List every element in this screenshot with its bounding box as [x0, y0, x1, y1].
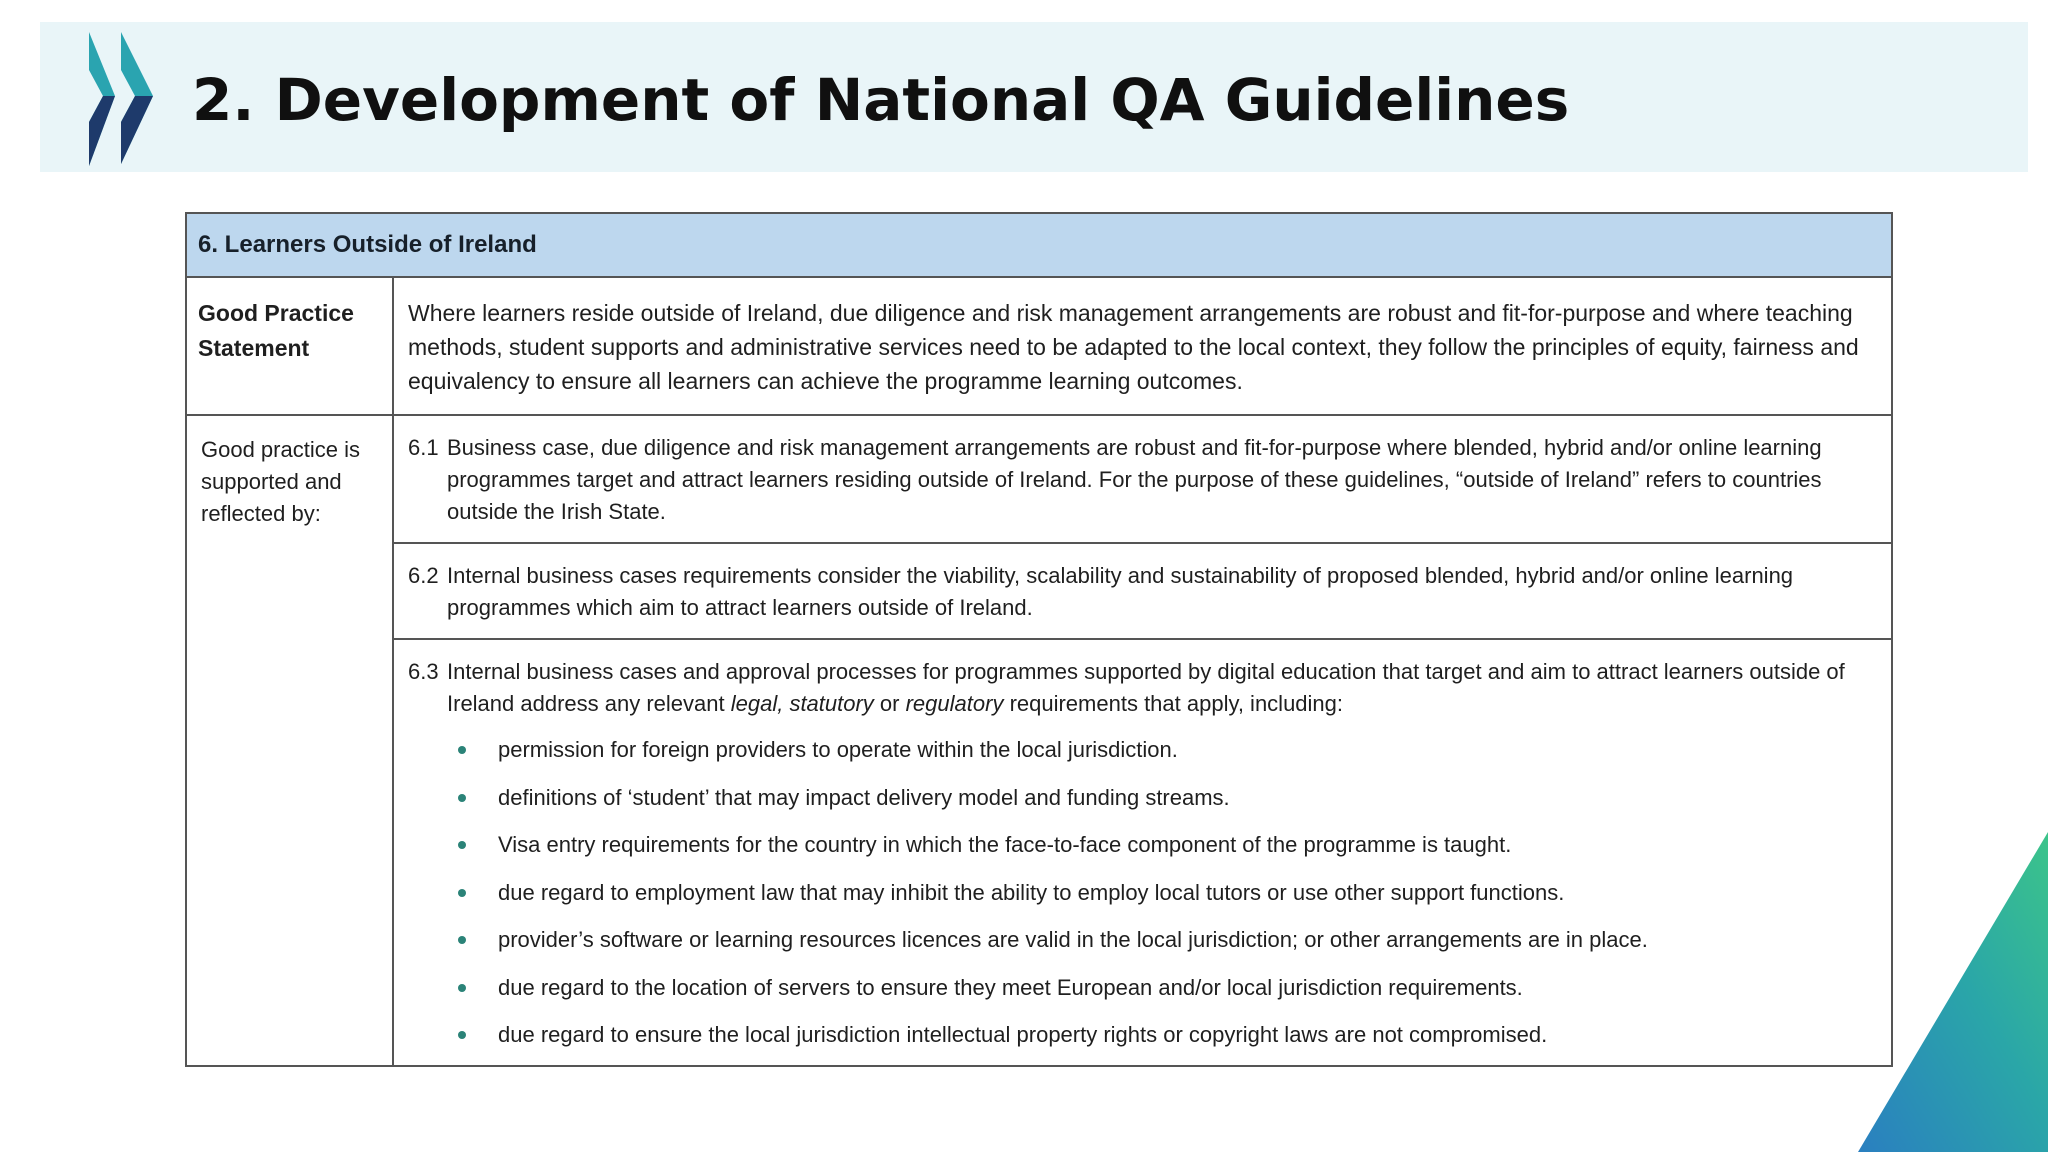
list-item	[408, 972, 1877, 1004]
statement-text: Where learners reside outside of Ireland, due diligence and risk management arrangements are robust and fit-for-purpose and where teaching methods, student supports and administrative services need to be adapted to the local context, they follow the principles of equity, fairness and equivalency to ensure all learners can achieve the programme learning outcomes.	[393, 277, 1892, 415]
bullet-icon	[458, 794, 466, 802]
bullet-icon	[458, 936, 466, 944]
item-paragraph	[408, 560, 1877, 624]
item-text: requirements that apply, including:	[1003, 691, 1344, 716]
list-item-text: due regard to ensure the local jurisdiction intellectual property rights or copyright laws are not compromised.	[498, 1022, 1548, 1047]
bullet-icon	[458, 889, 466, 897]
practice-item	[393, 639, 1892, 1066]
list-item-text: provider’s software or learning resources licences are valid in the local jurisdiction; or other arrangements are in place.	[498, 927, 1648, 952]
item-text: Internal business cases requirements consider the viability, scalability and sustainability of proposed blended, hybrid and/or online learning programmes which aim to attract learners outside of Ireland.	[447, 563, 1794, 620]
chevrons-logo-icon	[87, 30, 157, 166]
practice-item	[393, 543, 1892, 639]
corner-triangle-decoration	[1858, 832, 2048, 1152]
item-text-italic: legal, statutory	[730, 691, 874, 716]
list-item	[408, 829, 1877, 861]
statement-label: Good Practice Statement	[198, 300, 354, 361]
practice-item	[393, 415, 1892, 543]
list-item-text: Visa entry requirements for the country in which the face-to-face component of the programme is taught.	[498, 832, 1512, 857]
bullet-icon	[458, 1031, 466, 1039]
list-item	[408, 877, 1877, 909]
page-title: 2. Development of National QA Guidelines	[192, 66, 1570, 134]
item-paragraph	[408, 656, 1877, 720]
item-number: 6.1	[408, 435, 439, 460]
item-number: 6.3	[408, 659, 439, 684]
list-item-text: due regard to the location of servers to ensure they meet European and/or local jurisdiction requirements.	[498, 974, 1523, 1000]
section-title: 6. Learners Outside of Ireland	[186, 213, 1892, 277]
qa-guidelines-table	[185, 212, 1893, 1067]
list-item	[408, 1019, 1877, 1051]
item-text: Internal business cases and approval processes for programmes supported by digital education that target and aim to attract learners outside of Ireland address any relevant	[447, 659, 1845, 716]
list-item	[408, 734, 1877, 766]
requirements-list	[408, 734, 1877, 1051]
bullet-icon	[458, 841, 466, 849]
support-label: Good practice is supported and reflected by:	[186, 415, 393, 1066]
list-item-text: permission for foreign providers to operate within the local jurisdiction.	[498, 737, 1178, 762]
list-item-text: definitions of ‘student’ that may impact delivery model and funding streams.	[498, 784, 1230, 810]
list-item	[408, 924, 1877, 956]
bullet-icon	[458, 746, 466, 754]
item-number: 6.2	[408, 563, 439, 588]
item-paragraph	[408, 432, 1877, 528]
list-item	[408, 782, 1877, 814]
bullet-icon	[458, 984, 466, 992]
item-text: Business case, due diligence and risk management arrangements are robust and fit-for-purpose where blended, hybrid and/or online learning programmes target and attract learners residing outside of Ireland. For the purpose of these guidelines, “outside of Ireland” refers to countries outside the Irish State.	[447, 435, 1822, 524]
list-item-text: due regard to employment law that may inhibit the ability to employ local tutors or use other support functions.	[498, 879, 1565, 905]
item-text: or	[873, 691, 906, 716]
item-text-italic: regulatory	[905, 691, 1004, 716]
statement-label-cell	[186, 277, 393, 415]
